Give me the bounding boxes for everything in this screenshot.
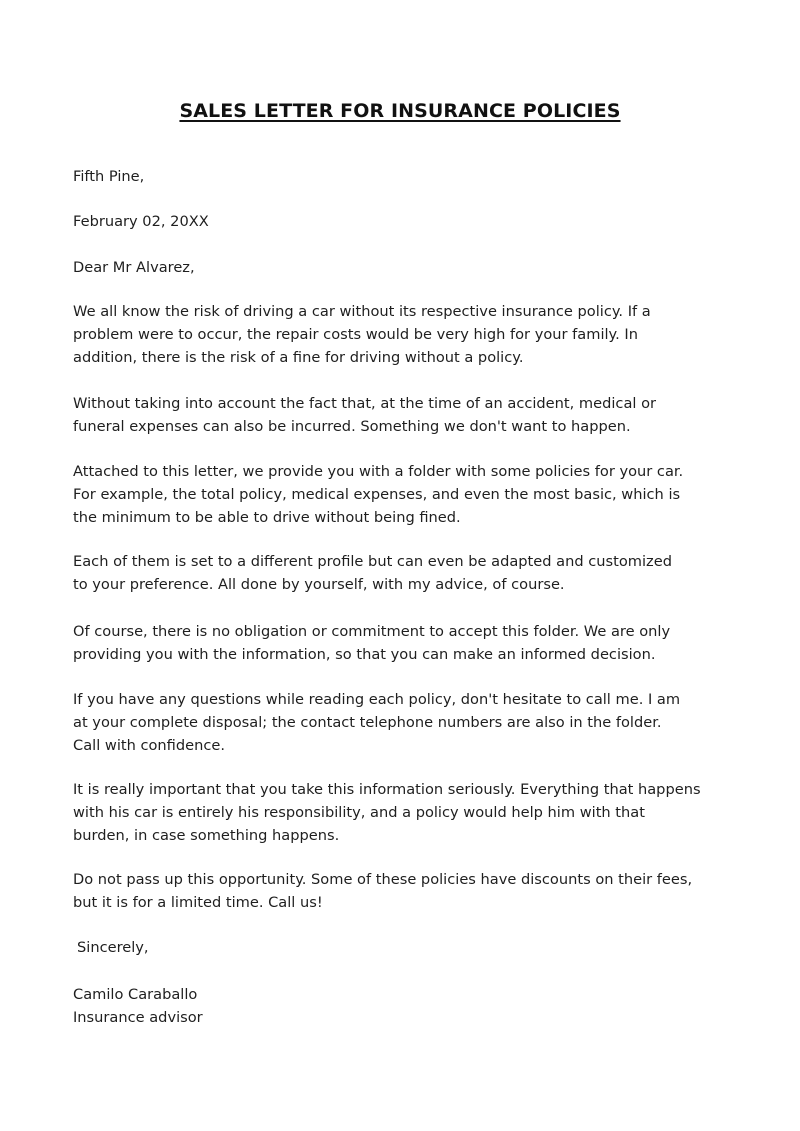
paragraph-line: to your preference. All done by yourself, with my advice, of course. bbox=[73, 576, 565, 593]
paragraph-line: We all know the risk of driving a car without its respective insurance policy. If a bbox=[73, 303, 651, 320]
paragraph-line: problem were to occur, the repair costs would be very high for your family. In bbox=[73, 326, 638, 343]
sender-address: Fifth Pine, bbox=[73, 168, 145, 185]
paragraph-line: but it is for a limited time. Call us! bbox=[73, 894, 323, 911]
paragraph-line: the minimum to be able to drive without being fined. bbox=[73, 509, 461, 526]
paragraph-7 bbox=[73, 778, 733, 847]
paragraph-5 bbox=[73, 620, 733, 666]
paragraph-line: burden, in case something happens. bbox=[73, 827, 340, 844]
letter-date: February 02, 20XX bbox=[73, 213, 209, 230]
paragraph-line: funeral expenses can also be incurred. Something we don't want to happen. bbox=[73, 418, 631, 435]
paragraph-line: Without taking into account the fact that, at the time of an accident, medical or bbox=[73, 395, 657, 412]
letter-title: SALES LETTER FOR INSURANCE POLICIES bbox=[179, 100, 621, 122]
paragraph-line: at your complete disposal; the contact telephone numbers are also in the folder. bbox=[73, 714, 662, 731]
paragraph-2 bbox=[73, 392, 733, 438]
signer-title: Insurance advisor bbox=[73, 1009, 203, 1026]
paragraph-line: providing you with the information, so that you can make an informed decision. bbox=[73, 646, 656, 663]
paragraph-4 bbox=[73, 550, 733, 596]
paragraph-line: If you have any questions while reading each policy, don't hesitate to call me. I am bbox=[73, 691, 681, 708]
paragraph-line: Attached to this letter, we provide you with a folder with some policies for your car. bbox=[73, 463, 684, 480]
signer-name: Camilo Caraballo bbox=[73, 986, 198, 1003]
paragraph-line: It is really important that you take this information seriously. Everything that happens bbox=[73, 781, 701, 798]
paragraph-3 bbox=[73, 460, 733, 529]
salutation: Dear Mr Alvarez, bbox=[73, 259, 195, 276]
paragraph-line: addition, there is the risk of a fine for driving without a policy. bbox=[73, 349, 524, 366]
paragraph-line: Call with confidence. bbox=[73, 737, 226, 754]
paragraph-1 bbox=[73, 300, 733, 369]
paragraph-line: For example, the total policy, medical expenses, and even the most basic, which is bbox=[73, 486, 681, 503]
paragraph-line: Of course, there is no obligation or commitment to accept this folder. We are only bbox=[73, 623, 671, 640]
paragraph-line: with his car is entirely his responsibility, and a policy would help him with that bbox=[73, 804, 645, 821]
paragraph-line: Do not pass up this opportunity. Some of these policies have discounts on their fees, bbox=[73, 871, 693, 888]
paragraph-6 bbox=[73, 688, 733, 757]
closing: Sincerely, bbox=[77, 939, 149, 956]
paragraph-line: Each of them is set to a different profile but can even be adapted and customized bbox=[73, 553, 672, 570]
paragraph-8 bbox=[73, 868, 733, 914]
